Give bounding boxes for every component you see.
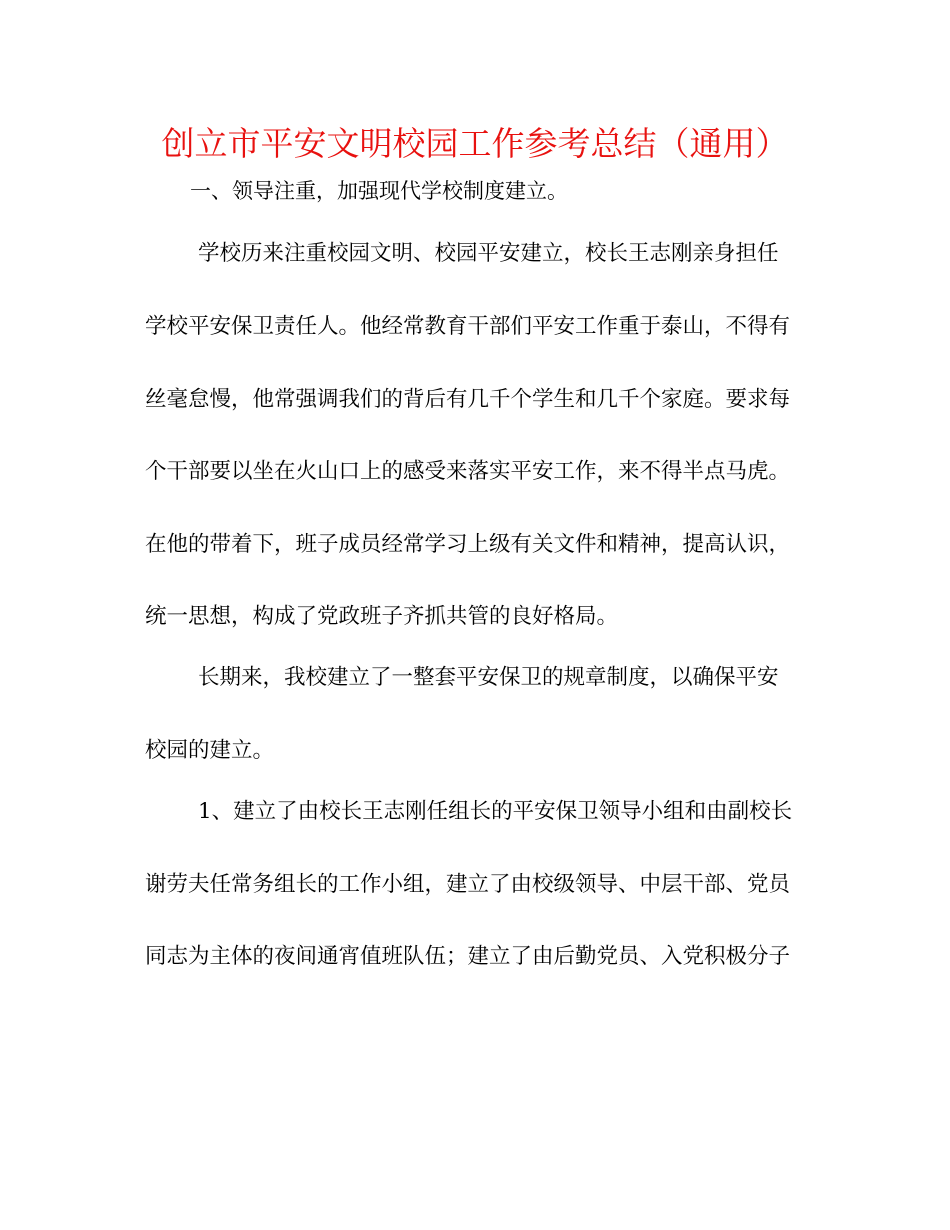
paragraph-line: 统一思想，构成了党政班子齐抓共管的良好格局。 bbox=[145, 604, 619, 629]
paragraph-line: 学校历来注重校园文明、校园平安建立，校长王志刚亲身担任 bbox=[198, 241, 779, 266]
paragraph-line: 在他的带着下，班子成员经常学习上级有关文件和精神，提高认识， bbox=[145, 532, 791, 557]
paragraph-line: 丝毫怠慢，他常强调我们的背后有几千个学生和几千个家庭。要求每 bbox=[145, 387, 791, 412]
paragraph-line: 校园的建立。 bbox=[145, 738, 275, 763]
document-title: 创立市平安文明校园工作参考总结（通用） bbox=[161, 124, 789, 163]
paragraph-line: 长期来，我校建立了一整套平安保卫的规章制度，以确保平安 bbox=[198, 665, 779, 690]
paragraph-line: 个干部要以坐在火山口上的感受来落实平安工作，来不得半点马虎。 bbox=[145, 459, 791, 484]
paragraph-line: 同志为主体的夜间通宵值班队伍；建立了由后勤党员、入党积极分子 bbox=[145, 944, 791, 969]
section-heading: 一、领导注重，加强现代学校制度建立。 bbox=[190, 179, 568, 203]
paragraph-line: 谢劳夫任常务组长的工作小组，建立了由校级领导、中层干部、党员 bbox=[145, 872, 791, 897]
paragraph-line: 学校平安保卫责任人。他经常教育干部们平安工作重于泰山，不得有 bbox=[145, 314, 791, 339]
paragraph-line: 1、建立了由校长王志刚任组长的平安保卫领导小组和由副校长 bbox=[198, 799, 793, 824]
